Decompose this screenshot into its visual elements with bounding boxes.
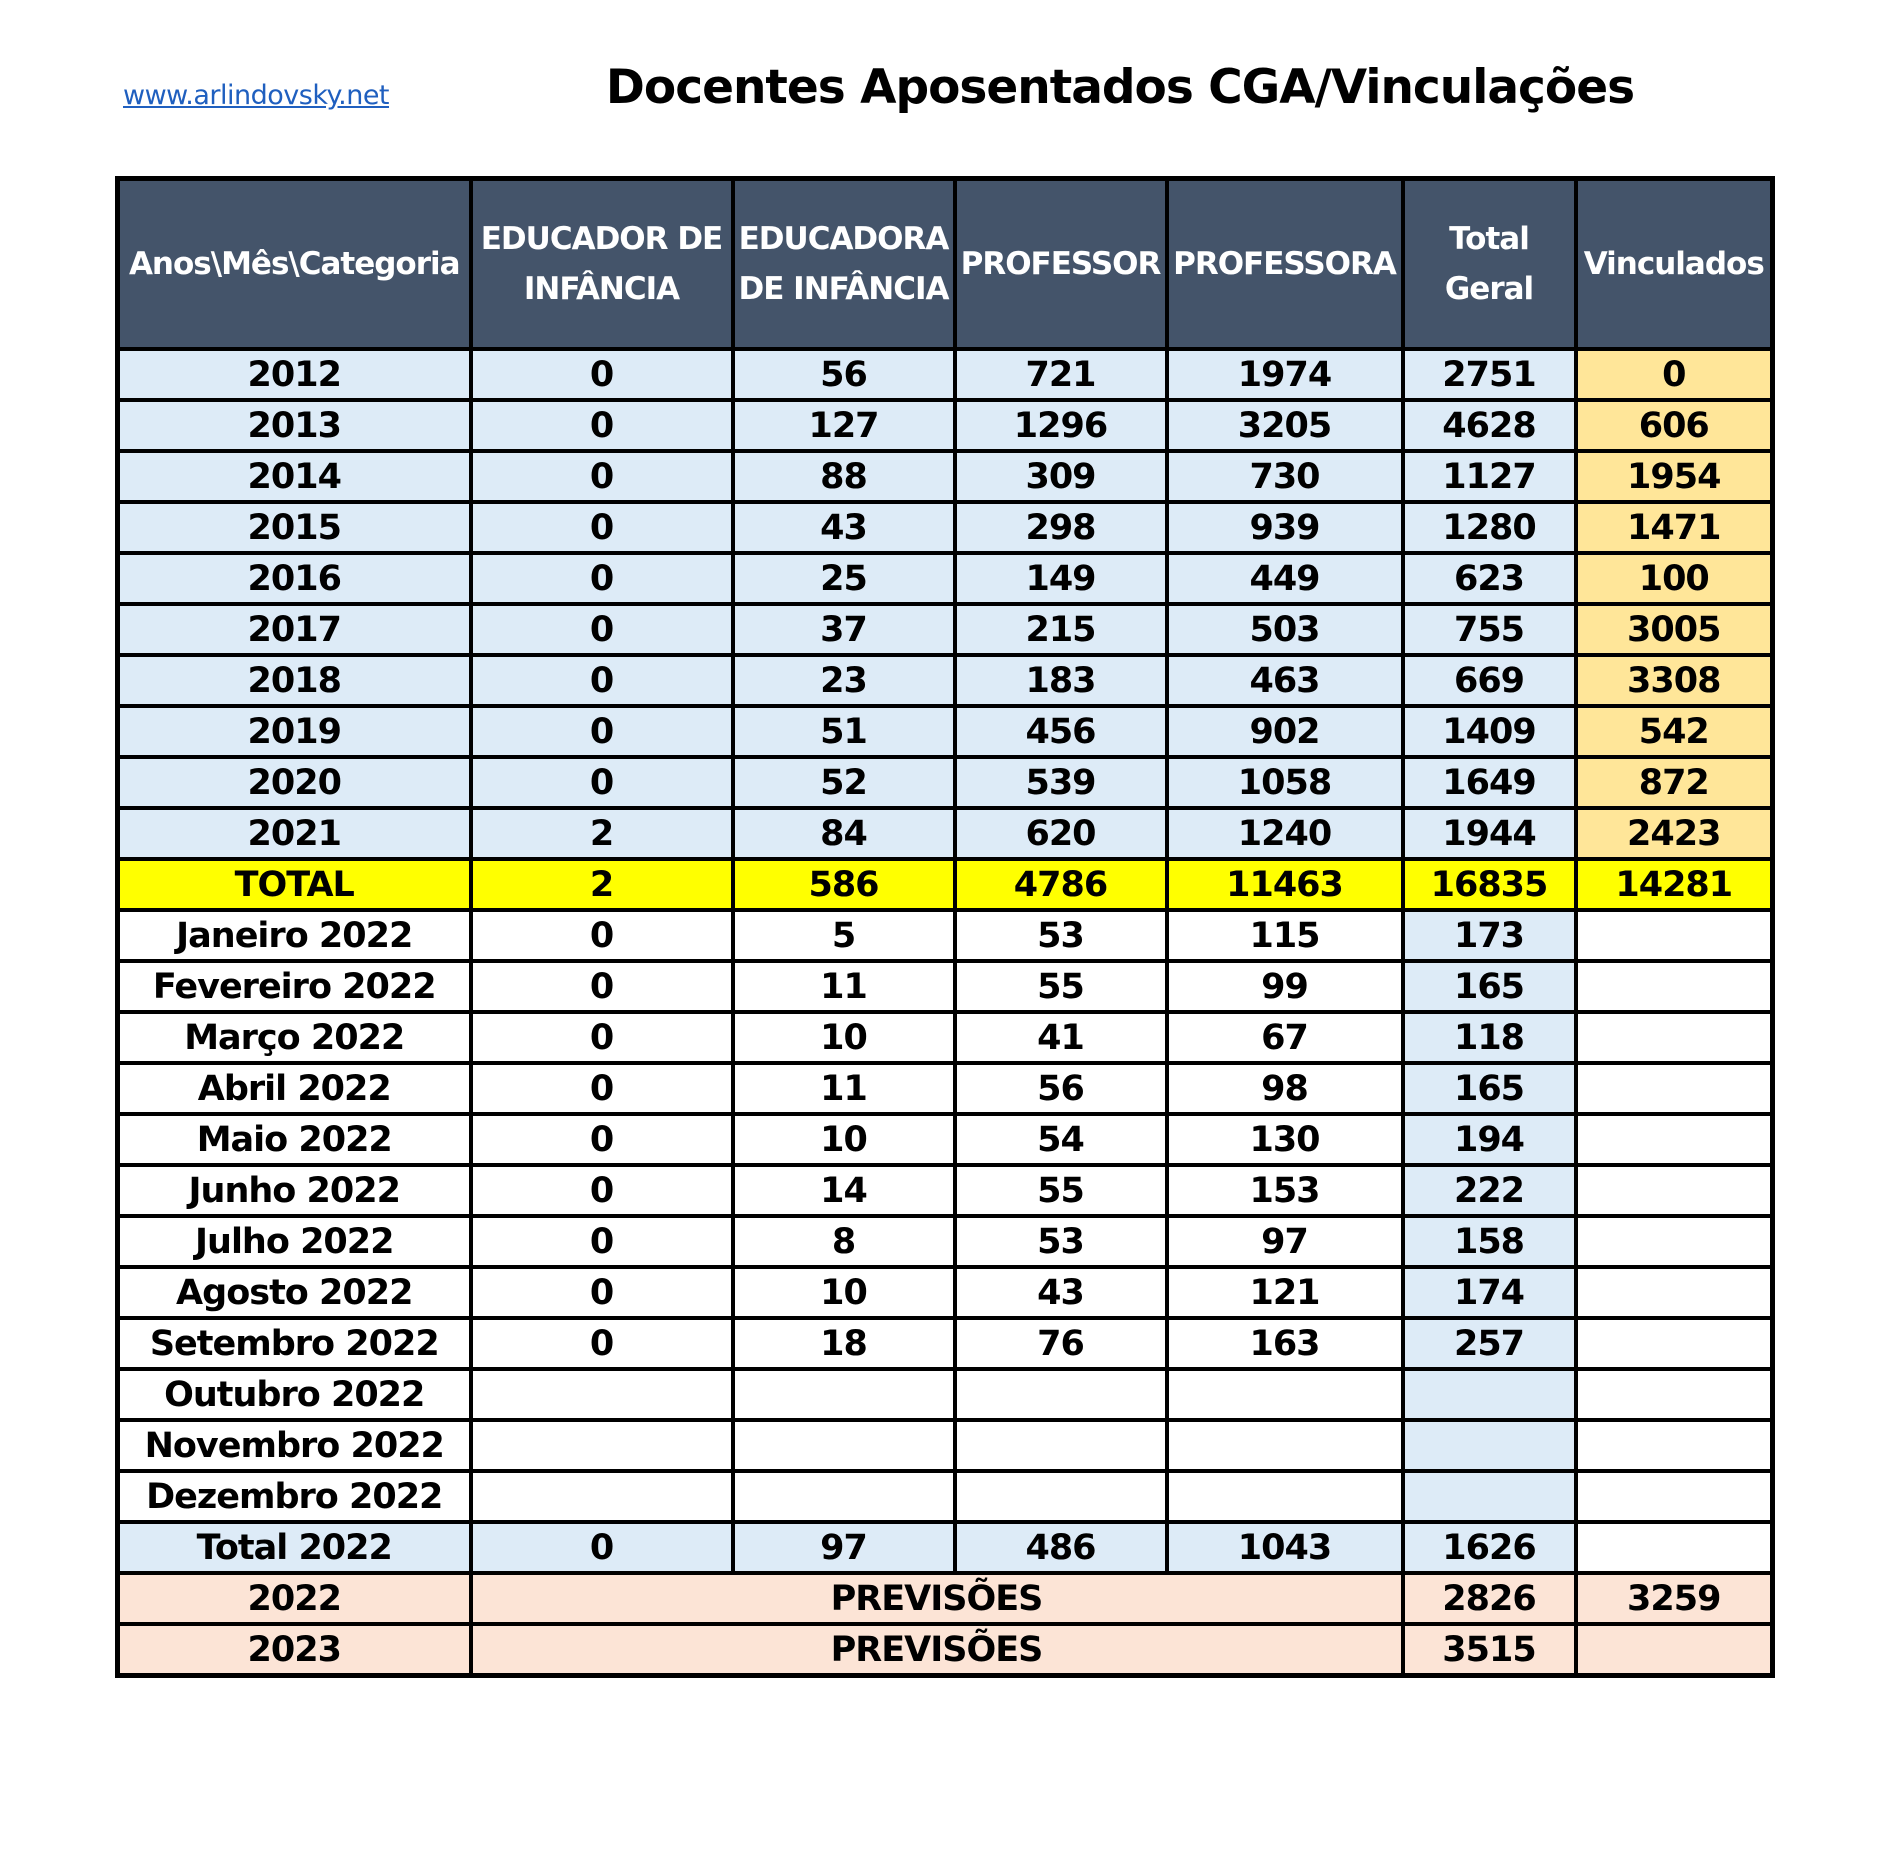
row-label: 2014 xyxy=(118,451,471,502)
month-row xyxy=(118,1063,1773,1114)
professora-cell: 130 xyxy=(1167,1114,1403,1165)
professora-cell: 902 xyxy=(1167,706,1403,757)
educador-cell xyxy=(471,1369,733,1420)
total-geral-cell: 173 xyxy=(1403,910,1576,961)
professor-cell: 55 xyxy=(955,961,1167,1012)
total-geral-cell: 165 xyxy=(1403,1063,1576,1114)
educadora-cell xyxy=(733,1471,955,1522)
total-geral-cell xyxy=(1403,1420,1576,1471)
row-label: Julho 2022 xyxy=(118,1216,471,1267)
column-header-total-geral: Total Geral xyxy=(1403,179,1576,350)
professor-cell: 54 xyxy=(955,1114,1167,1165)
professora-cell: 67 xyxy=(1167,1012,1403,1063)
vinculados-cell xyxy=(1576,1063,1773,1114)
column-header-category: Anos\Mês\Categoria xyxy=(118,179,471,350)
vinculados-cell xyxy=(1576,1216,1773,1267)
professor-cell: 4786 xyxy=(955,859,1167,910)
column-header-professor: PROFESSOR xyxy=(955,179,1167,350)
year-row xyxy=(118,757,1773,808)
forecast-year: 2022 xyxy=(118,1573,471,1624)
educador-cell xyxy=(471,1471,733,1522)
year-row xyxy=(118,553,1773,604)
vinculados-cell xyxy=(1576,1471,1773,1522)
educadora-cell: 127 xyxy=(733,400,955,451)
educador-cell: 0 xyxy=(471,757,733,808)
professora-cell: 463 xyxy=(1167,655,1403,706)
row-label: 2015 xyxy=(118,502,471,553)
professor-cell: 215 xyxy=(955,604,1167,655)
total-geral-cell xyxy=(1403,1369,1576,1420)
year-row xyxy=(118,655,1773,706)
vinculados-cell: 872 xyxy=(1576,757,1773,808)
total-geral-cell: 118 xyxy=(1403,1012,1576,1063)
total-geral-cell: 1409 xyxy=(1403,706,1576,757)
vinculados-cell xyxy=(1576,1165,1773,1216)
year-row xyxy=(118,451,1773,502)
professora-cell: 3205 xyxy=(1167,400,1403,451)
educadora-cell: 10 xyxy=(733,1012,955,1063)
month-row xyxy=(118,1267,1773,1318)
educador-cell: 0 xyxy=(471,706,733,757)
year-row xyxy=(118,808,1773,859)
professor-cell: 309 xyxy=(955,451,1167,502)
vinculados-cell xyxy=(1576,1012,1773,1063)
total-geral-cell: 1280 xyxy=(1403,502,1576,553)
educador-cell: 0 xyxy=(471,1318,733,1369)
total-geral-cell: 4628 xyxy=(1403,400,1576,451)
educador-cell: 0 xyxy=(471,349,733,400)
educador-cell: 0 xyxy=(471,1063,733,1114)
educadora-cell xyxy=(733,1420,955,1471)
educador-cell: 0 xyxy=(471,400,733,451)
professora-cell: 1043 xyxy=(1167,1522,1403,1573)
educador-cell: 0 xyxy=(471,451,733,502)
month-row xyxy=(118,1165,1773,1216)
forecast-total: 2826 xyxy=(1403,1573,1576,1624)
row-label: Março 2022 xyxy=(118,1012,471,1063)
vinculados-cell: 100 xyxy=(1576,553,1773,604)
row-label: 2017 xyxy=(118,604,471,655)
educador-cell: 0 xyxy=(471,553,733,604)
educador-cell: 0 xyxy=(471,1216,733,1267)
educador-cell: 2 xyxy=(471,808,733,859)
professora-cell xyxy=(1167,1420,1403,1471)
row-label: 2012 xyxy=(118,349,471,400)
table-header-row xyxy=(118,179,1773,350)
educador-cell: 0 xyxy=(471,910,733,961)
professora-cell: 153 xyxy=(1167,1165,1403,1216)
educadora-cell: 56 xyxy=(733,349,955,400)
row-label: Outubro 2022 xyxy=(118,1369,471,1420)
column-header-professora: PROFESSORA xyxy=(1167,179,1403,350)
row-label: Janeiro 2022 xyxy=(118,910,471,961)
professora-cell: 1240 xyxy=(1167,808,1403,859)
professora-cell: 115 xyxy=(1167,910,1403,961)
educadora-cell xyxy=(733,1369,955,1420)
professor-cell: 41 xyxy=(955,1012,1167,1063)
vinculados-cell xyxy=(1576,1318,1773,1369)
professor-cell: 56 xyxy=(955,1063,1167,1114)
educador-cell: 2 xyxy=(471,859,733,910)
vinculados-cell xyxy=(1576,1420,1773,1471)
row-label: TOTAL xyxy=(118,859,471,910)
total-geral-cell: 2751 xyxy=(1403,349,1576,400)
page-title: Docentes Aposentados CGA/Vinculações xyxy=(605,60,1635,115)
professor-cell: 55 xyxy=(955,1165,1167,1216)
year-row xyxy=(118,349,1773,400)
column-header-educadora: EDUCADORA DE INFÂNCIA xyxy=(733,179,955,350)
total-2022-row xyxy=(118,1522,1773,1573)
retirements-table xyxy=(115,176,1775,1678)
row-label: Abril 2022 xyxy=(118,1063,471,1114)
forecast-label: PREVISÕES xyxy=(471,1573,1403,1624)
row-label: Total 2022 xyxy=(118,1522,471,1573)
professor-cell: 183 xyxy=(955,655,1167,706)
vinculados-cell xyxy=(1576,1114,1773,1165)
educador-cell: 0 xyxy=(471,1522,733,1573)
vinculados-cell xyxy=(1576,1267,1773,1318)
educador-cell: 0 xyxy=(471,1012,733,1063)
month-row xyxy=(118,1471,1773,1522)
column-header-educador: EDUCADOR DE INFÂNCIA xyxy=(471,179,733,350)
professor-cell: 456 xyxy=(955,706,1167,757)
professora-cell: 503 xyxy=(1167,604,1403,655)
forecast-total: 3515 xyxy=(1403,1624,1576,1676)
forecast-row xyxy=(118,1573,1773,1624)
educadora-cell: 8 xyxy=(733,1216,955,1267)
row-label: 2021 xyxy=(118,808,471,859)
educadora-cell: 84 xyxy=(733,808,955,859)
total-row xyxy=(118,859,1773,910)
educadora-cell: 10 xyxy=(733,1267,955,1318)
educadora-cell: 586 xyxy=(733,859,955,910)
vinculados-cell: 606 xyxy=(1576,400,1773,451)
forecast-vinculados xyxy=(1576,1624,1773,1676)
educadora-cell: 52 xyxy=(733,757,955,808)
month-row xyxy=(118,961,1773,1012)
educadora-cell: 14 xyxy=(733,1165,955,1216)
professora-cell: 11463 xyxy=(1167,859,1403,910)
month-row xyxy=(118,1114,1773,1165)
total-geral-cell: 174 xyxy=(1403,1267,1576,1318)
total-geral-cell: 194 xyxy=(1403,1114,1576,1165)
vinculados-cell: 14281 xyxy=(1576,859,1773,910)
educadora-cell: 11 xyxy=(733,1063,955,1114)
educadora-cell: 11 xyxy=(733,961,955,1012)
professora-cell xyxy=(1167,1369,1403,1420)
educadora-cell: 88 xyxy=(733,451,955,502)
educadora-cell: 37 xyxy=(733,604,955,655)
vinculados-cell xyxy=(1576,1369,1773,1420)
professora-cell: 121 xyxy=(1167,1267,1403,1318)
educadora-cell: 97 xyxy=(733,1522,955,1573)
professora-cell: 1058 xyxy=(1167,757,1403,808)
educador-cell: 0 xyxy=(471,502,733,553)
professora-cell: 163 xyxy=(1167,1318,1403,1369)
row-label: 2019 xyxy=(118,706,471,757)
professor-cell xyxy=(955,1420,1167,1471)
educador-cell: 0 xyxy=(471,1267,733,1318)
forecast-year: 2023 xyxy=(118,1624,471,1676)
professora-cell: 1974 xyxy=(1167,349,1403,400)
vinculados-cell xyxy=(1576,961,1773,1012)
row-label: Setembro 2022 xyxy=(118,1318,471,1369)
vinculados-cell xyxy=(1576,910,1773,961)
educadora-cell: 5 xyxy=(733,910,955,961)
forecast-vinculados: 3259 xyxy=(1576,1573,1773,1624)
professora-cell: 939 xyxy=(1167,502,1403,553)
total-geral-cell: 623 xyxy=(1403,553,1576,604)
professor-cell: 53 xyxy=(955,1216,1167,1267)
educadora-cell: 10 xyxy=(733,1114,955,1165)
vinculados-cell xyxy=(1576,1522,1773,1573)
row-label: Fevereiro 2022 xyxy=(118,961,471,1012)
year-row xyxy=(118,604,1773,655)
vinculados-cell: 3005 xyxy=(1576,604,1773,655)
total-geral-cell: 1626 xyxy=(1403,1522,1576,1573)
professor-cell: 149 xyxy=(955,553,1167,604)
vinculados-cell: 1471 xyxy=(1576,502,1773,553)
vinculados-cell: 3308 xyxy=(1576,655,1773,706)
forecast-label: PREVISÕES xyxy=(471,1624,1403,1676)
professor-cell: 298 xyxy=(955,502,1167,553)
total-geral-cell: 1649 xyxy=(1403,757,1576,808)
year-row xyxy=(118,502,1773,553)
month-row xyxy=(118,910,1773,961)
professor-cell: 1296 xyxy=(955,400,1167,451)
total-geral-cell: 1127 xyxy=(1403,451,1576,502)
row-label: Junho 2022 xyxy=(118,1165,471,1216)
professor-cell: 43 xyxy=(955,1267,1167,1318)
month-row xyxy=(118,1318,1773,1369)
site-link[interactable]: www.arlindovsky.net xyxy=(123,80,390,111)
year-row xyxy=(118,706,1773,757)
professor-cell: 76 xyxy=(955,1318,1167,1369)
professor-cell: 53 xyxy=(955,910,1167,961)
professora-cell: 730 xyxy=(1167,451,1403,502)
professor-cell xyxy=(955,1369,1167,1420)
educador-cell: 0 xyxy=(471,1165,733,1216)
professor-cell: 620 xyxy=(955,808,1167,859)
row-label: 2020 xyxy=(118,757,471,808)
total-geral-cell: 165 xyxy=(1403,961,1576,1012)
educador-cell: 0 xyxy=(471,1114,733,1165)
professora-cell: 99 xyxy=(1167,961,1403,1012)
professor-cell: 721 xyxy=(955,349,1167,400)
row-label: Dezembro 2022 xyxy=(118,1471,471,1522)
educadora-cell: 43 xyxy=(733,502,955,553)
educador-cell: 0 xyxy=(471,604,733,655)
professora-cell: 98 xyxy=(1167,1063,1403,1114)
professora-cell xyxy=(1167,1471,1403,1522)
educadora-cell: 25 xyxy=(733,553,955,604)
row-label: Novembro 2022 xyxy=(118,1420,471,1471)
professora-cell: 97 xyxy=(1167,1216,1403,1267)
row-label: 2013 xyxy=(118,400,471,451)
row-label: 2016 xyxy=(118,553,471,604)
vinculados-cell: 542 xyxy=(1576,706,1773,757)
row-label: Maio 2022 xyxy=(118,1114,471,1165)
total-geral-cell xyxy=(1403,1471,1576,1522)
row-label: Agosto 2022 xyxy=(118,1267,471,1318)
month-row xyxy=(118,1012,1773,1063)
column-header-vinculados: Vinculados xyxy=(1576,179,1773,350)
total-geral-cell: 257 xyxy=(1403,1318,1576,1369)
total-geral-cell: 755 xyxy=(1403,604,1576,655)
professor-cell xyxy=(955,1471,1167,1522)
forecast-row xyxy=(118,1624,1773,1676)
vinculados-cell: 1954 xyxy=(1576,451,1773,502)
year-row xyxy=(118,400,1773,451)
month-row xyxy=(118,1216,1773,1267)
educador-cell: 0 xyxy=(471,655,733,706)
educador-cell xyxy=(471,1420,733,1471)
educador-cell: 0 xyxy=(471,961,733,1012)
total-geral-cell: 1944 xyxy=(1403,808,1576,859)
total-geral-cell: 222 xyxy=(1403,1165,1576,1216)
row-label: 2018 xyxy=(118,655,471,706)
total-geral-cell: 669 xyxy=(1403,655,1576,706)
professora-cell: 449 xyxy=(1167,553,1403,604)
total-geral-cell: 158 xyxy=(1403,1216,1576,1267)
month-row xyxy=(118,1369,1773,1420)
professor-cell: 539 xyxy=(955,757,1167,808)
educadora-cell: 51 xyxy=(733,706,955,757)
educadora-cell: 18 xyxy=(733,1318,955,1369)
vinculados-cell: 2423 xyxy=(1576,808,1773,859)
professor-cell: 486 xyxy=(955,1522,1167,1573)
total-geral-cell: 16835 xyxy=(1403,859,1576,910)
vinculados-cell: 0 xyxy=(1576,349,1773,400)
educadora-cell: 23 xyxy=(733,655,955,706)
month-row xyxy=(118,1420,1773,1471)
